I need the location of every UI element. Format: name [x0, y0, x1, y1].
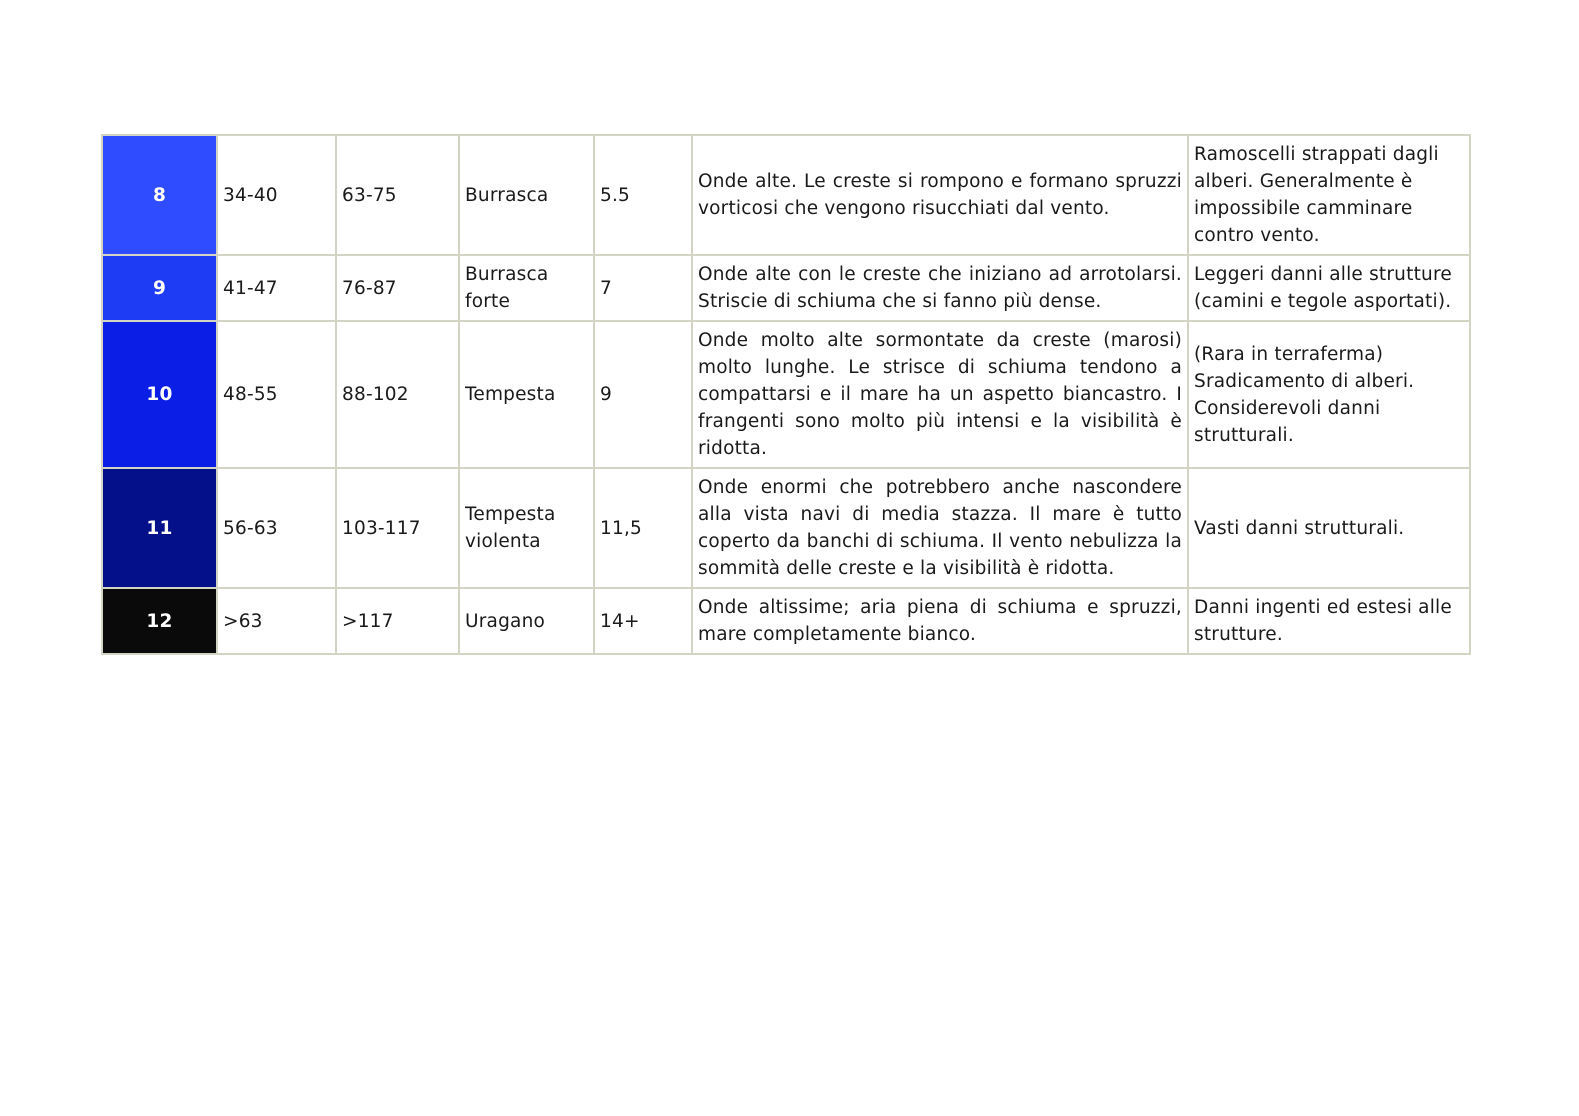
wave-height-cell: 7 — [594, 255, 692, 321]
land-description-cell: Vasti danni strutturali. — [1188, 468, 1470, 588]
name-cell: Burrasca forte — [459, 255, 594, 321]
sea-description-cell: Onde altissime; aria piena di schiuma e spruzzi, mare completamente bianco. — [692, 588, 1188, 654]
land-description-cell: Danni ingenti ed estesi alle strutture. — [1188, 588, 1470, 654]
knots-cell: 41-47 — [217, 255, 336, 321]
force-cell: 9 — [102, 255, 217, 321]
knots-cell: 34-40 — [217, 135, 336, 255]
wave-height-cell: 5.5 — [594, 135, 692, 255]
kmh-cell: 76-87 — [336, 255, 459, 321]
land-description-cell: (Rara in terraferma) Sradicamento di alberi. Considerevoli danni strutturali. — [1188, 321, 1470, 468]
sea-description-cell: Onde alte. Le creste si rompono e formano spruzzi vorticosi che vengono risucchiati dal vento. — [692, 135, 1188, 255]
table-row — [102, 321, 1470, 468]
sea-description-cell: Onde molto alte sormontate da creste (marosi) molto lunghe. Le strisce di schiuma tendono a compattarsi e il mare ha un aspetto biancastro. I frangenti sono molto più intensi e la visibilità è ridotta. — [692, 321, 1188, 468]
kmh-cell: 103-117 — [336, 468, 459, 588]
force-cell: 10 — [102, 321, 217, 468]
sea-description-cell: Onde alte con le creste che iniziano ad arrotolarsi. Striscie di schiuma che si fanno più dense. — [692, 255, 1188, 321]
knots-cell: >63 — [217, 588, 336, 654]
name-cell: Tempesta — [459, 321, 594, 468]
wave-height-cell: 9 — [594, 321, 692, 468]
knots-cell: 56-63 — [217, 468, 336, 588]
sea-description-cell: Onde enormi che potrebbero anche nascondere alla vista navi di media stazza. Il mare è tutto coperto da banchi di schiuma. Il vento nebulizza la sommità delle creste e la visibilità è ridotta. — [692, 468, 1188, 588]
force-cell: 8 — [102, 135, 217, 255]
land-description-cell: Ramoscelli strappati dagli alberi. Generalmente è impossibile camminare contro vento. — [1188, 135, 1470, 255]
knots-cell: 48-55 — [217, 321, 336, 468]
table-row — [102, 468, 1470, 588]
wave-height-cell: 11,5 — [594, 468, 692, 588]
force-cell: 11 — [102, 468, 217, 588]
beaufort-scale-table — [101, 134, 1471, 655]
name-cell: Tempesta violenta — [459, 468, 594, 588]
name-cell: Burrasca — [459, 135, 594, 255]
table-row — [102, 255, 1470, 321]
name-cell: Uragano — [459, 588, 594, 654]
kmh-cell: >117 — [336, 588, 459, 654]
wave-height-cell: 14+ — [594, 588, 692, 654]
table-row — [102, 588, 1470, 654]
table-row — [102, 135, 1470, 255]
kmh-cell: 63-75 — [336, 135, 459, 255]
force-cell: 12 — [102, 588, 217, 654]
land-description-cell: Leggeri danni alle strutture (camini e tegole asportati). — [1188, 255, 1470, 321]
kmh-cell: 88-102 — [336, 321, 459, 468]
